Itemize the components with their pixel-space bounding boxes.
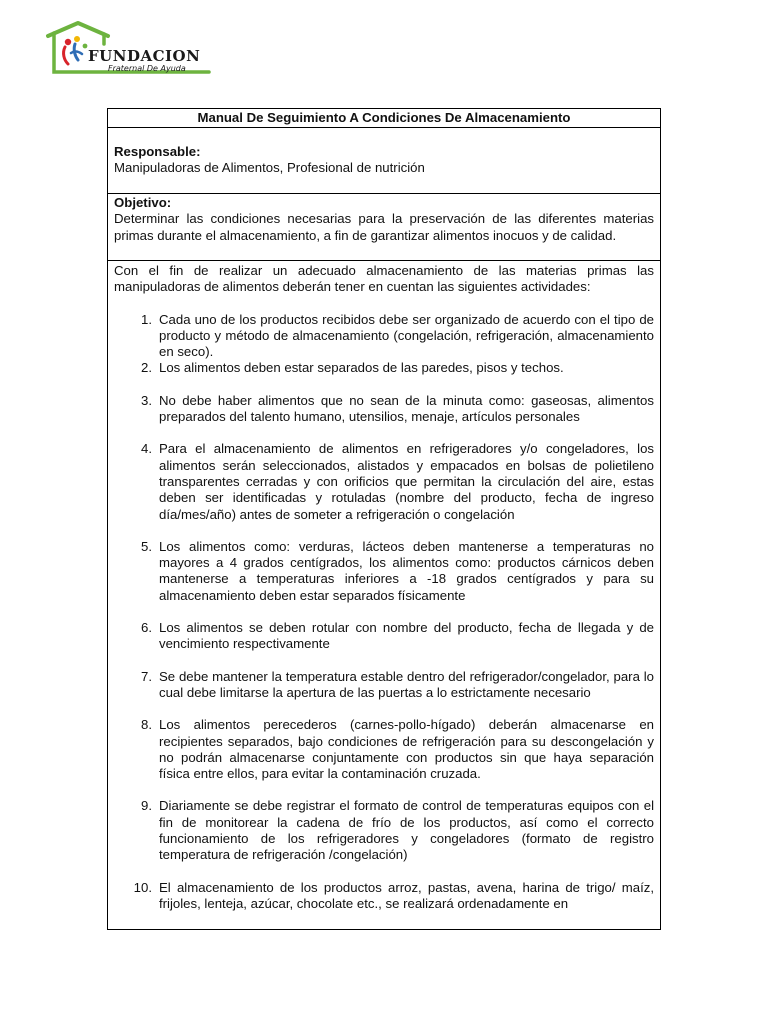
activities-section: [108, 261, 660, 912]
list-item: 5. Los alimentos como: verduras, lácteos deben mantenerse a temperaturas no mayores a 4 grados centígrados, los alimentos como: productos cárnicos deben mantenerse a temperaturas inferiores a -18 grados centígrados y para su almacenamiento deben estar separados físicamente: [141, 538, 654, 603]
objetivo-label: Objetivo:: [114, 195, 172, 210]
responsable-label: Responsable:: [114, 144, 201, 159]
activities-intro: Con el fin de realizar un adecuado almacenamiento de las materias primas las manipuladoras de alimentos deberán tener en cuentan las siguientes actividades:: [114, 263, 654, 295]
list-item: 7. Se debe mantener la temperatura estable dentro del refrigerador/congelador, para lo cual debe limitarse la apertura de las puertas a lo estrictamente necesario: [141, 668, 654, 700]
activities-list: [114, 312, 654, 913]
list-item: 1. Cada uno de los productos recibidos debe ser organizado de acuerdo con el tipo de producto y método de almacenamiento (congelación, refrigeración, almacenamiento en seco).: [141, 311, 654, 360]
list-item: 6. Los alimentos se deben rotular con nombre del producto, fecha de llegada y de vencimiento respectivamente: [141, 620, 654, 652]
logo-name: FUNDACION: [88, 47, 201, 65]
document-table: [107, 108, 661, 930]
objetivo-section: [108, 194, 660, 261]
objetivo-text: Determinar las condiciones necesarias para la preservación de las diferentes materias primas durante el almacenamiento, a fin de garantizar alimentos inocuos y de calidad.: [114, 211, 654, 243]
logo-subtitle: Fraternal De Ayuda: [108, 64, 186, 73]
responsable-text: Manipuladoras de Alimentos, Profesional de nutrición: [114, 160, 425, 176]
list-item: 9. Diariamente se debe registrar el formato de control de temperaturas equipos con el fin de monitorear la cadena de frío de los productos, así como el correcto funcionamiento de los refrigeradores y congeladores (formato de registro temperatura de refrigeración /congelación): [141, 798, 654, 863]
list-item: 2. Los alimentos deben estar separados de las paredes, pisos y techos.: [141, 360, 564, 376]
document-title: Manual De Seguimiento A Condiciones De Almacenamiento: [108, 109, 660, 128]
responsable-section: [108, 128, 660, 194]
fundacion-logo: [44, 20, 214, 78]
list-item: 4. Para el almacenamiento de alimentos en refrigeradores y/o congeladores, los alimentos serán seleccionados, alistados y empacados en bolsas de polietileno transparentes cerradas y con orificios que permitan la circulación del aire, estas deben ser identificadas y rotuladas (nombre del producto, fecha de ingreso día/mes/año) antes de someter a refrigeración o congelación: [141, 441, 654, 522]
list-item: 8. Los alimentos perecederos (carnes-pollo-hígado) deberán almacenarse en recipientes separados, bajo condiciones de refrigeración para su descongelación y no podrán almacenarse conjuntamente con productos sin que haya separación física entre ellos, para evitar la contaminación cruzada.: [141, 717, 654, 782]
list-item: 3. No debe haber alimentos que no sean de la minuta como: gaseosas, alimentos preparados del talento humano, utensilios, menaje, artículos personales: [141, 392, 654, 425]
list-item: 10. El almacenamiento de los productos arroz, pastas, avena, harina de trigo/ maíz, frijoles, lenteja, azúcar, chocolate etc., se realizará ordenadamente en: [133, 879, 654, 911]
